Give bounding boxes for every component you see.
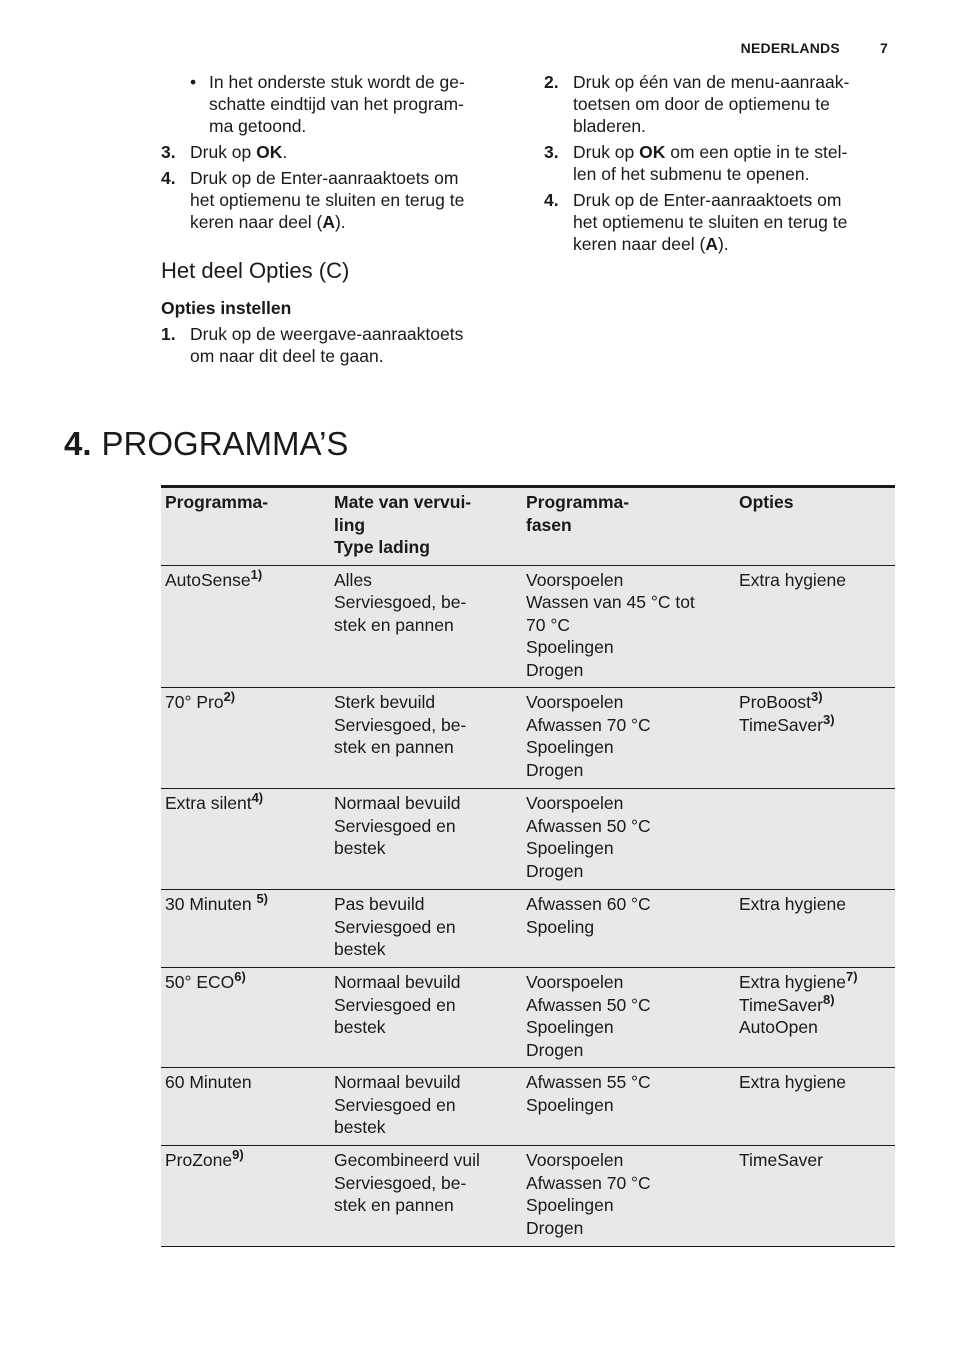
chapter-heading [64,424,348,464]
option-item [739,691,891,714]
soiling-text: Normaal bevuild Serviesgoed en bestek [334,1072,461,1137]
step-key-a: A [705,234,718,254]
soiling-text: Normaal bevuild Serviesgoed en bestek [334,793,461,858]
footnote-ref: 8) [822,991,835,1007]
phases-text: Afwassen 60 °C Spoeling [526,894,651,937]
option-item [739,711,891,737]
header-text: Mate van vervui- ling Type lading [334,492,472,557]
soiling-text: Pas bevuild Serviesgoed en bestek [334,894,456,959]
table-row [161,968,895,1068]
program-name: 50° ECO [165,972,235,992]
cell-program [161,565,330,688]
phases-text: Afwassen 55 °C Spoelingen [526,1072,651,1115]
right-step-2 [544,71,889,137]
soiling-text: Gecombineerd vuil Serviesgoed, be- stek en pannen [334,1150,480,1215]
chapter-number: 4. [64,425,92,462]
cell-options [735,968,895,1068]
cell-program [161,890,330,968]
cell-phases [522,1068,735,1146]
option-text: Extra hygiene [739,569,847,590]
soiling-text: Normaal bevuild Serviesgoed en bestek [334,972,461,1037]
cell-soiling [330,1146,522,1247]
step-number: 4. [544,190,559,210]
table-row [161,565,895,688]
step-text-end: ). [334,212,346,232]
table-row [161,789,895,890]
cell-options [735,1068,895,1146]
program-name: 30 Minuten [165,894,257,914]
right-step-4 [544,189,889,255]
cell-options [735,565,895,688]
cell-program [161,789,330,890]
footnote-ref: 3) [822,711,835,727]
left-step-3 [161,141,506,163]
step-text-end: om een optie in te stel- len of het submenu te openen. [573,142,848,184]
step-text: Druk op de weergave-aanraaktoets om naar dit deel te gaan. [190,324,464,366]
chapter-title: PROGRAMMA’S [101,425,349,462]
left-column [161,71,506,367]
header-text: Programma- [165,492,269,512]
footnote-ref: 3) [810,689,823,705]
cell-soiling [330,890,522,968]
soiling-text: Sterk bevuild Serviesgoed, be- stek en pannen [334,692,467,757]
program-name: Extra silent [165,793,252,813]
footnote-ref: 7) [846,969,858,985]
cell-soiling [330,565,522,688]
header-text: Programma- fasen [526,492,630,535]
program-name: ProZone [165,1150,233,1170]
option-text: ProBoost [739,692,811,712]
cell-phases [522,890,735,968]
step-text-end: . [282,142,288,162]
table-row [161,688,895,789]
table-header-row [161,487,895,566]
phases-text: Voorspoelen Afwassen 50 °C Spoelingen Drogen [526,972,651,1060]
soiling-text: Alles Serviesgoed, be- stek en pannen [334,569,467,635]
footnote-ref: 1) [250,566,263,582]
option-item [739,971,891,994]
cell-phases [522,789,735,890]
step-key-a: A [322,212,335,232]
bullet-text: In het onderste stuk wordt de ge- schatte eindtijd van het program- ma getoond. [209,72,465,136]
header-soiling [330,487,522,566]
page-header [741,40,888,56]
table-row [161,1068,895,1146]
phases-text: Voorspoelen Afwassen 70 °C Spoelingen Drogen [526,1150,651,1238]
option-item [739,893,891,916]
subsection-title: Opties instellen [161,298,292,318]
step-text-end: ). [717,234,729,254]
cell-soiling [330,968,522,1068]
right-column [544,71,889,255]
step-text: Druk op de Enter-aanraaktoets om het optiemenu te sluiten en terug te keren naar deel ( [573,190,848,254]
step-number: 3. [544,142,559,162]
phases-text: Voorspoelen Afwassen 50 °C Spoelingen Drogen [526,793,651,881]
option-item [739,1071,891,1094]
cell-phases [522,565,735,688]
footnote-ref: 9) [232,1147,244,1163]
cell-program [161,1068,330,1146]
program-name: 60 Minuten [165,1072,252,1092]
cell-soiling [330,789,522,890]
phases-text: Voorspoelen Wassen van 45 °C tot 70 °C Spoelingen Drogen [526,569,695,680]
left-step-4 [161,167,506,233]
header-program [161,487,330,566]
step-text: Druk op één van de menu-aanraak- toetsen om door de optiemenu te bladeren. [573,72,850,136]
section-title: Het deel Opties (C) [161,258,350,283]
step-key-ok: OK [256,142,283,162]
cell-options [735,688,895,789]
step-number: 2. [544,72,559,92]
footnote-ref: 6) [234,969,246,985]
option-item [739,1149,891,1172]
step-number: 4. [161,168,176,188]
cell-options [735,1146,895,1247]
step-number: 1. [161,324,176,344]
bullet-dot: • [190,72,197,92]
step-key-ok: OK [639,142,666,162]
program-name: AutoSense [165,569,251,590]
table-row [161,1146,895,1247]
option-text: TimeSaver [739,1150,823,1170]
table-row [161,890,895,968]
header-phases [522,487,735,566]
cell-phases [522,1146,735,1247]
cell-options [735,789,895,890]
step-text: Druk op [573,142,640,162]
bullet-item [161,71,506,137]
phases-text: Voorspoelen Afwassen 70 °C Spoelingen Drogen [526,692,651,780]
header-options [735,487,895,566]
footnote-ref: 5) [256,891,269,907]
option-text: TimeSaver [739,714,823,735]
step-text: Druk op de Enter-aanraaktoets om het optiemenu te sluiten en terug te keren naar deel ( [190,168,465,232]
option-text: Extra hygiene [739,972,847,992]
header-language: NEDERLANDS [740,40,840,56]
cell-program [161,968,330,1068]
footnote-ref: 2) [223,689,236,705]
cell-options [735,890,895,968]
option-text: Extra hygiene [739,1072,847,1092]
option-text: TimeSaver [739,994,823,1015]
option-text: AutoOpen [739,1017,818,1037]
cell-phases [522,688,735,789]
cell-soiling [330,688,522,789]
left-step-1 [161,323,506,367]
option-item [739,1016,891,1039]
right-step-3 [544,141,889,185]
cell-soiling [330,1068,522,1146]
cell-program [161,1146,330,1247]
page-number: 7 [880,40,888,56]
cell-program [161,688,330,789]
option-item [739,991,891,1017]
program-name: 70° Pro [165,692,224,712]
step-number: 3. [161,142,176,162]
cell-phases [522,968,735,1068]
programs-table [161,485,895,1247]
option-item [739,569,891,592]
option-text: Extra hygiene [739,894,847,914]
footnote-ref: 4) [251,790,264,806]
header-text: Opties [739,492,794,512]
step-text: Druk op [190,142,257,162]
